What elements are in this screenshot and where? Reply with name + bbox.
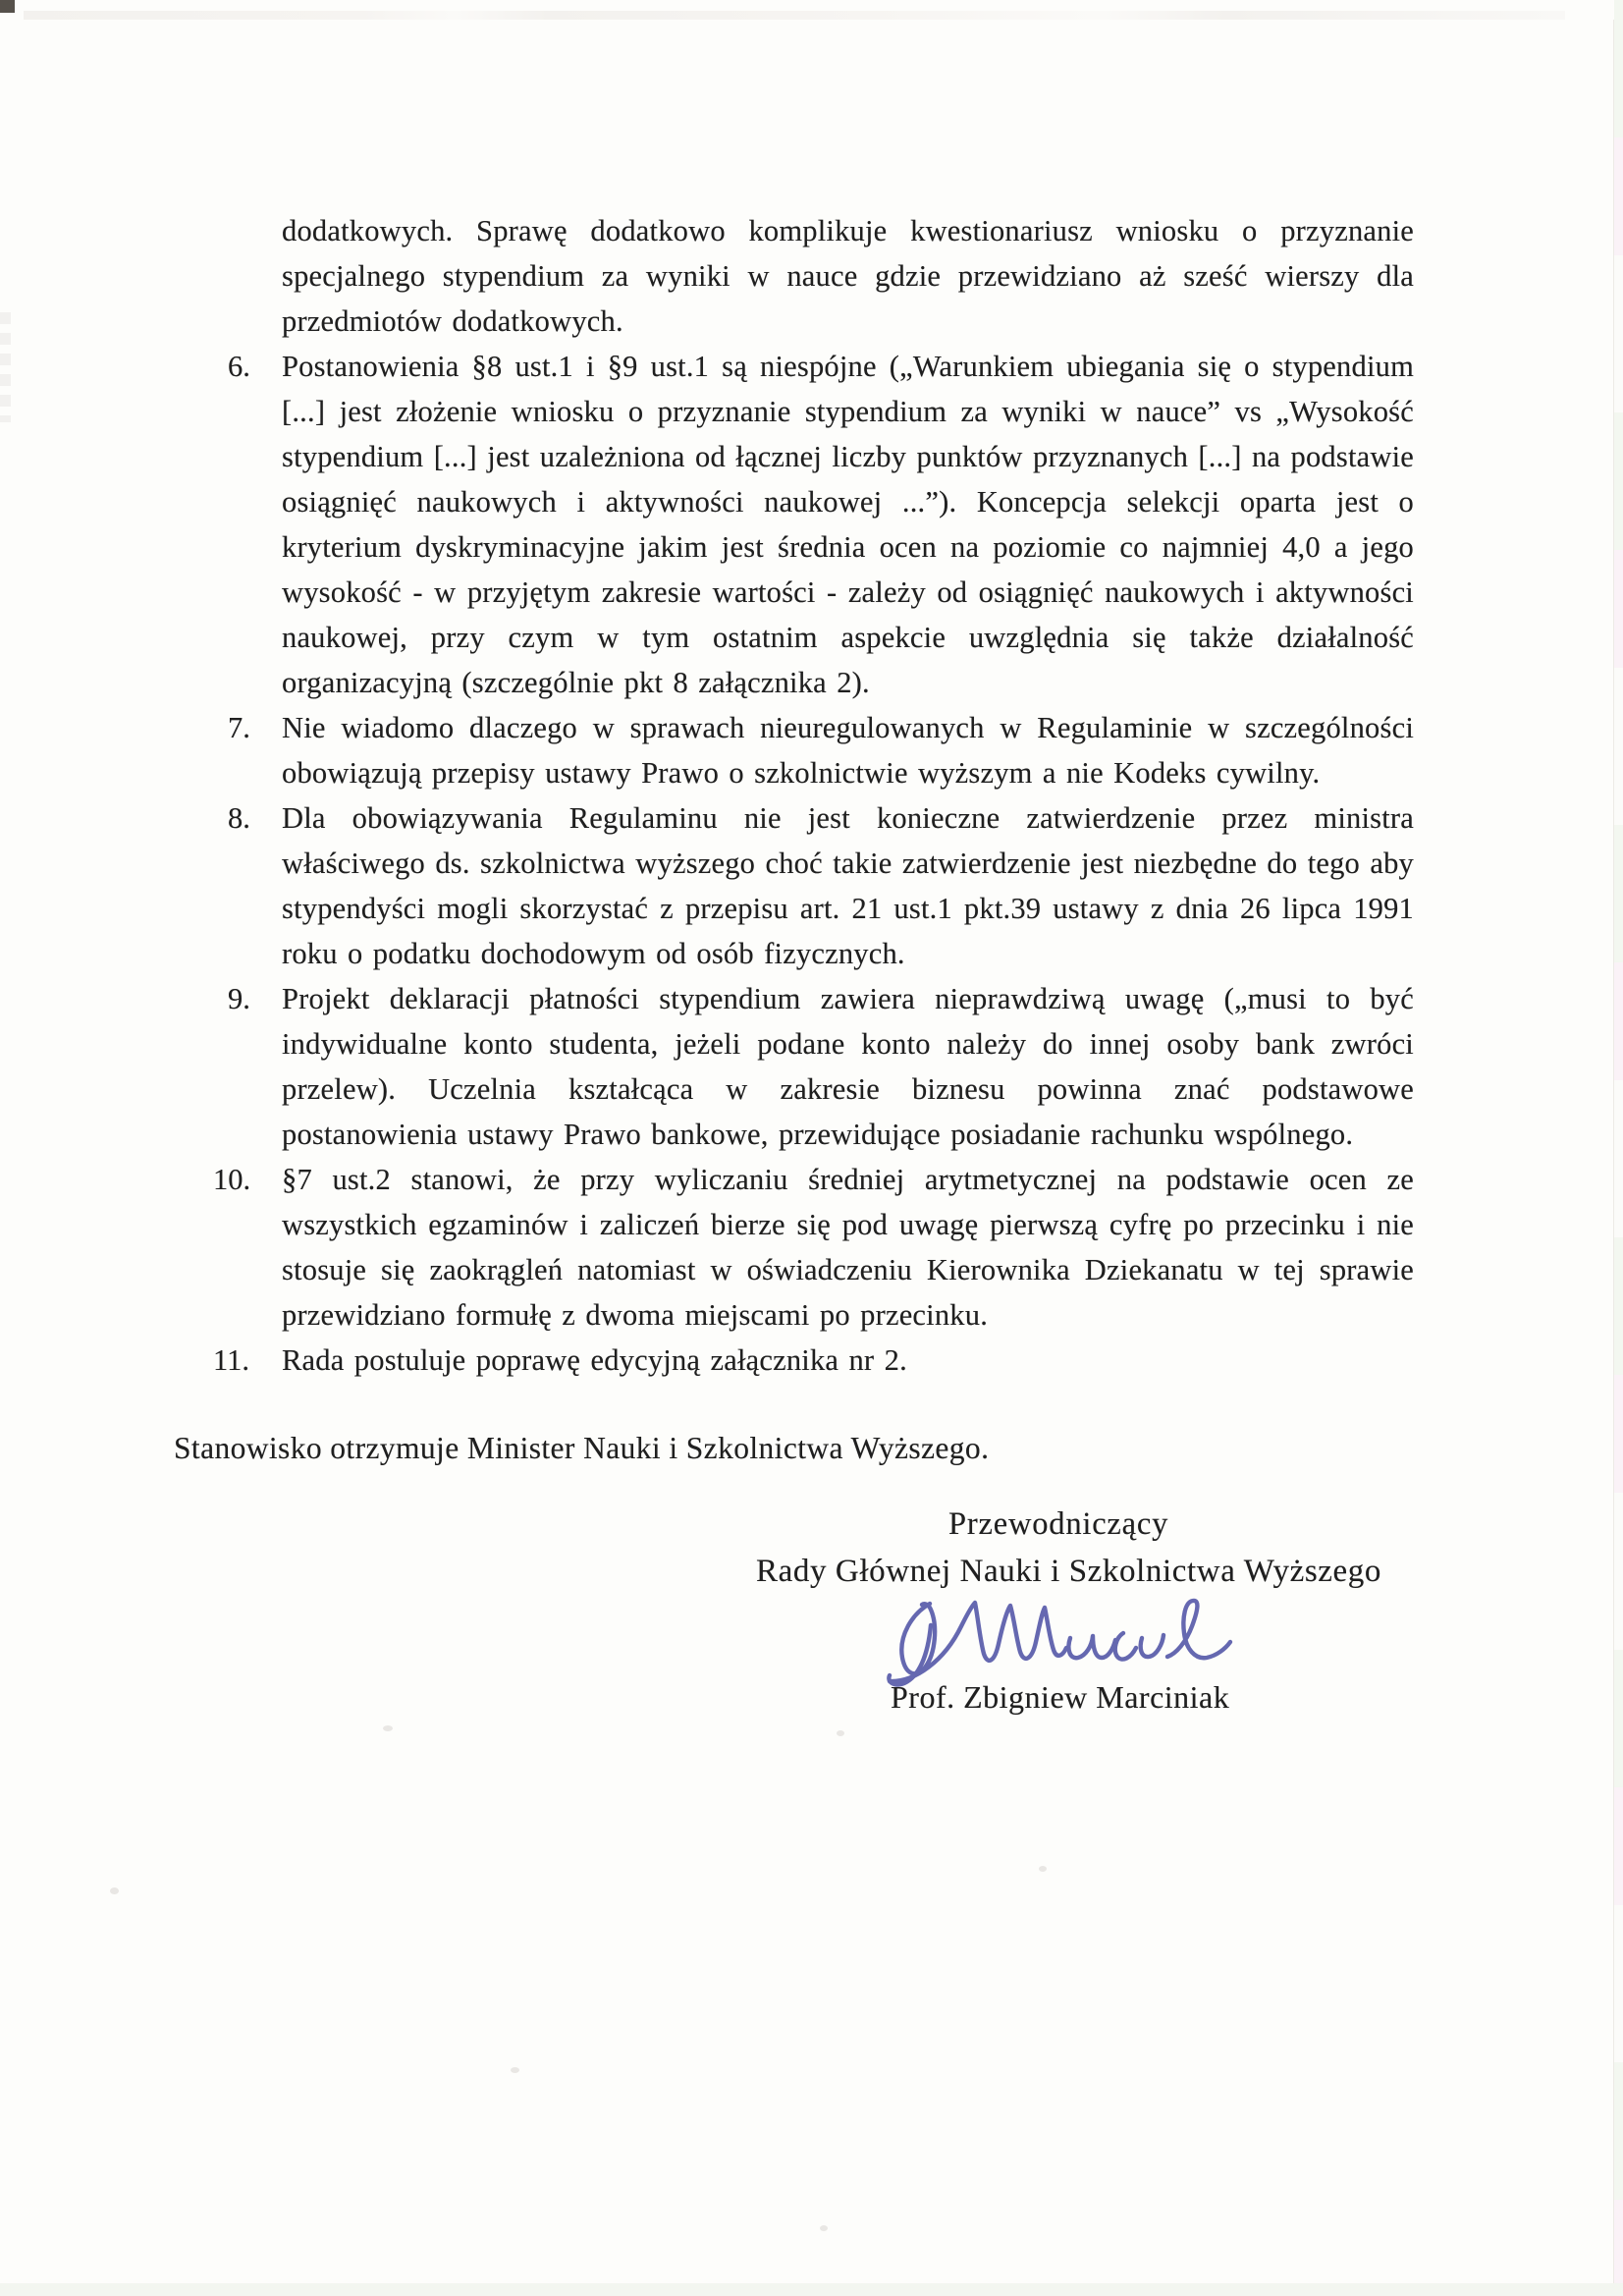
signature-title-line1: Przewodniczący (948, 1506, 1169, 1542)
scan-top-streak (24, 11, 1565, 20)
list-item-number: 8. (228, 801, 250, 835)
list-item-text: Nie wiadomo dlaczego w sprawach nieuregulowanych w Regulaminie w szczególności obowiązują przepisy ustawy Prawo o szkolnictwie wyższym a nie Kodeks cywilny. (282, 711, 1414, 790)
list-item (0, 1338, 1623, 1383)
list-item (0, 976, 1623, 1157)
scan-speck (511, 2067, 519, 2073)
scan-speck (837, 1730, 844, 1736)
list-item (0, 344, 1623, 705)
scan-bottom-edge-noise (0, 2283, 1623, 2296)
scan-speck (1039, 1866, 1047, 1872)
document-body (0, 208, 1623, 1383)
signatory-name: Prof. Zbigniew Marciniak (891, 1679, 1230, 1715)
list-item-text: Postanowienia §8 ust.1 i §9 ust.1 są niespójne („Warunkiem ubiegania się o stypendium [...] jest złożenie wniosku o przyznanie stypendium za wyniki w nauce” vs „Wysokość stypendium [...] jest uzależniona od łącznej liczby punktów przyznanych [...] na podstawie osiągnięć naukowych i aktywności naukowej ...”). Koncepcja selekcji oparta jest o kryterium dyskryminacyjne jakim jest średnia ocen na poziomie co najmniej 4,0 a jego wysokość - w przyjętym zakresie wartości - zależy od osiągnięć naukowych i aktywności naukowej, przy czym w tym ostatnim aspekcie uwzględnia się także działalność organizacyjną (szczególnie pkt 8 załącznika 2). (282, 350, 1414, 699)
list-item-number: 9. (228, 982, 250, 1015)
scan-corner-mark (0, 0, 15, 13)
list-item-text: §7 ust.2 stanowi, że przy wyliczaniu średniej arytmetycznej na podstawie ocen ze wszystkich egzaminów i zaliczeń bierze się pod uwagę pierwszą cyfrę po przecinku i nie stosuje się zaokrągleń natomiast w oświadczeniu Kierownika Dziekanatu w tej sprawie przewidziano formułę z dwoma miejscami po przecinku. (282, 1163, 1414, 1332)
scan-speck (110, 1887, 119, 1894)
scan-speck (383, 1725, 393, 1731)
list-item (0, 1157, 1623, 1338)
numbered-list (0, 344, 1623, 1383)
list-item-number: 10. (213, 1163, 251, 1196)
list-item-text: Dla obowiązywania Regulaminu nie jest konieczne zatwierdzenie przez ministra właściwego ds. szkolnictwa wyższego choć takie zatwierdzenie jest niezbędne do tego aby stypendyści mogli skorzystać z przepisu art. 21 ust.1 pkt.39 ustawy z dnia 26 lipca 1991 roku o podatku dochodowym od osób fizycznych. (282, 801, 1414, 970)
list-item-text: Rada postuluje poprawę edycyjną załącznika nr 2. (282, 1343, 907, 1377)
list-item-number: 7. (228, 711, 250, 744)
closing-line: Stanowisko otrzymuje Minister Nauki i Szkolnictwa Wyższego. (174, 1431, 990, 1465)
scan-speck (820, 2225, 828, 2231)
intro-paragraph: dodatkowych. Sprawę dodatkowo komplikuje kwestionariusz wniosku o przyznanie specjalnego stypendium za wyniki w nauce gdzie przewidziano aż sześć wierszy dla przedmiotów dodatkowych. (282, 214, 1414, 338)
signature-title-line2: Rady Głównej Nauki i Szkolnictwa Wyższego (756, 1554, 1381, 1589)
signature-strokes (889, 1601, 1230, 1684)
list-item-number: 11. (213, 1343, 249, 1377)
list-item (0, 795, 1623, 976)
list-item-text: Projekt deklaracji płatności stypendium zawiera nieprawdziwą uwagę („musi to być indywidualne konto studenta, jeżeli podane konto należy do innej osoby bank zwróci przelew). Uczelnia kształcąca w zakresie biznesu powinna znać podstawowe postanowienia ustawy Prawo bankowe, przewidujące posiadanie rachunku wspólnego. (282, 982, 1414, 1151)
list-item (0, 705, 1623, 795)
list-item-number: 6. (228, 350, 250, 383)
